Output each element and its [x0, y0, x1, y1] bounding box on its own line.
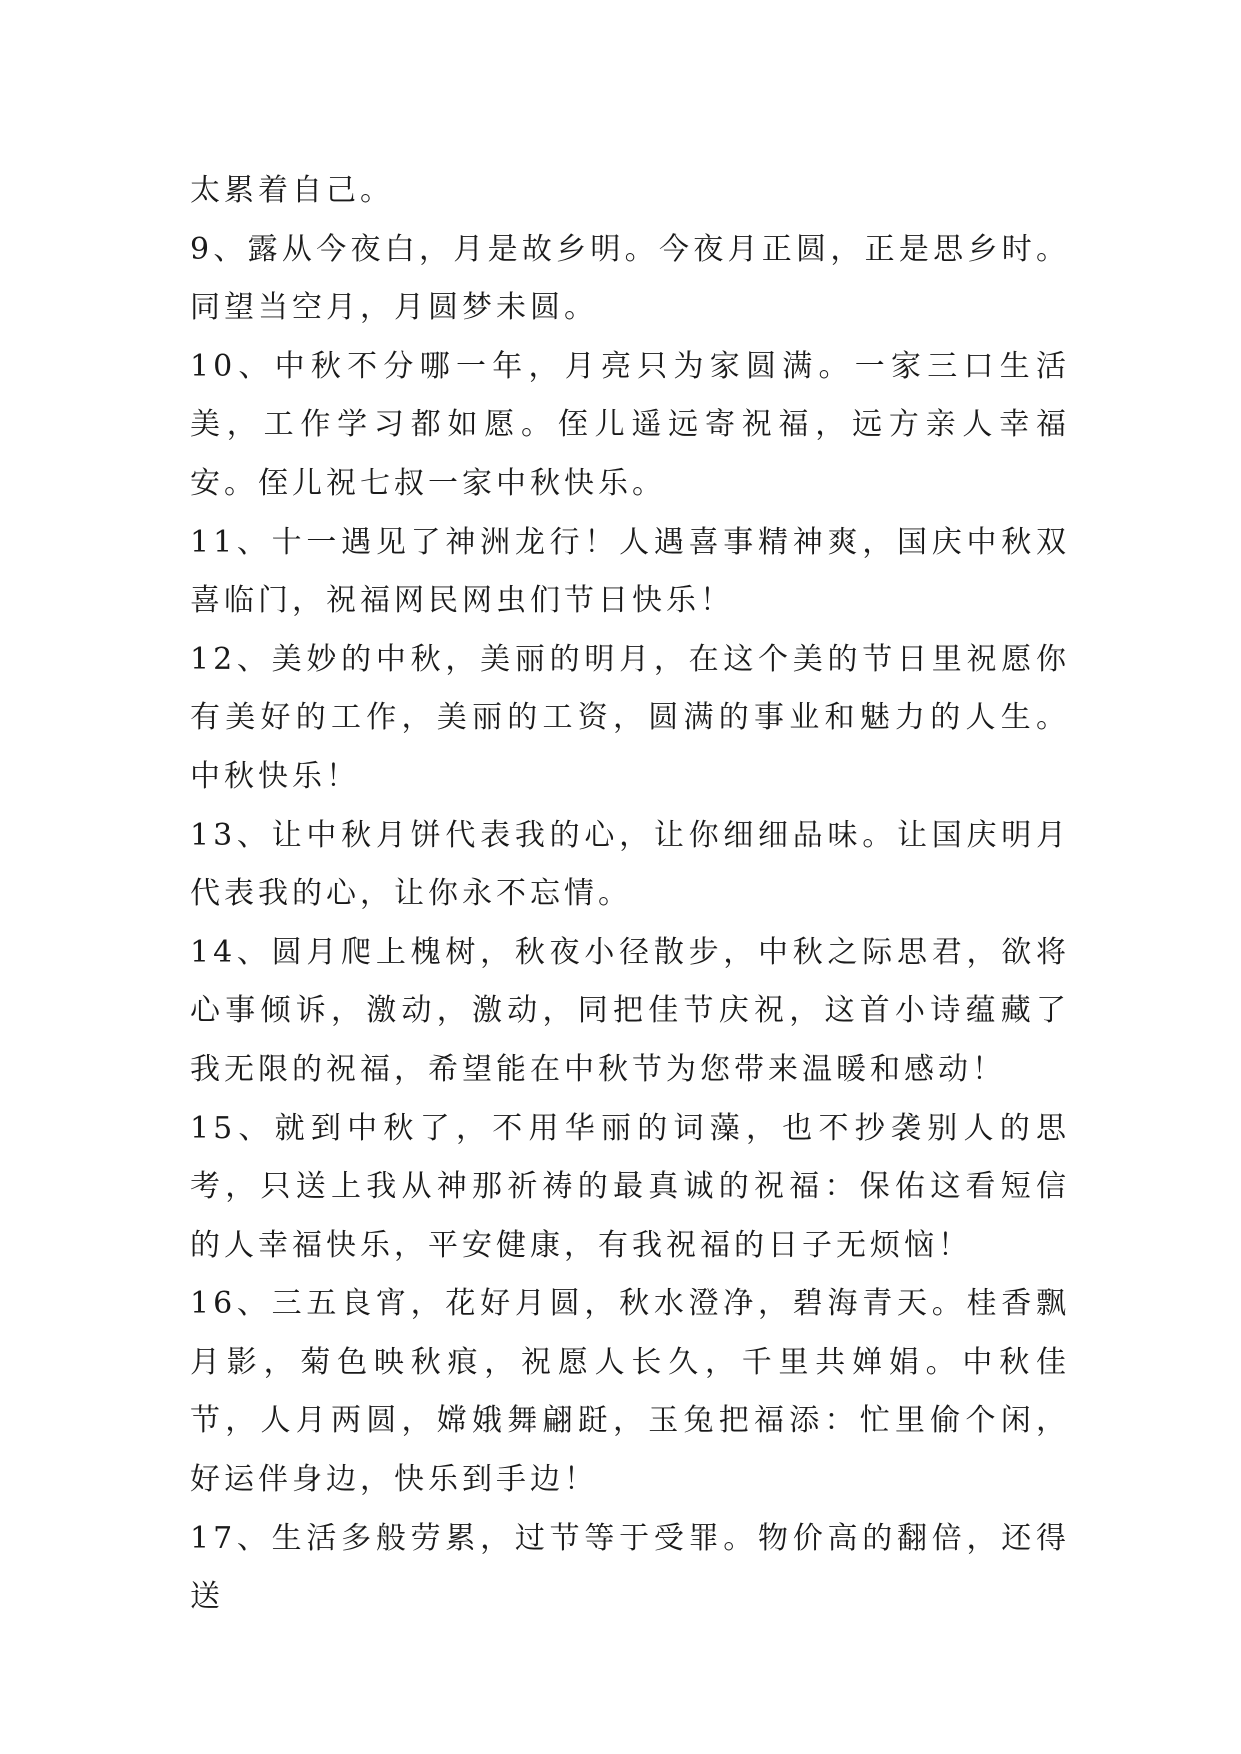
paragraph-17: 17、生活多般劳累，过节等于受罪。物价高的翻倍，还得送 [190, 1520, 1070, 1615]
paragraph-13: 13、让中秋月饼代表我的心，让你细细品味。让国庆明月代表我的心，让你永不忘情。 [190, 817, 1070, 912]
paragraph-14: 14、圆月爬上槐树，秋夜小径散步，中秋之际思君，欲将心事倾诉，激动，激动，同把佳节庆祝，这首小诗蕴藏了我无限的祝福，希望能在中秋节为您带来温暖和感动！ [190, 934, 1070, 1087]
paragraph-10: 10、中秋不分哪一年，月亮只为家圆满。一家三口生活美，工作学习都如愿。侄儿遥远寄祝福，远方亲人幸福安。侄儿祝七叔一家中秋快乐。 [190, 348, 1070, 501]
paragraph-9: 9、露从今夜白，月是故乡明。今夜月正圆，正是思乡时。同望当空月，月圆梦未圆。 [190, 231, 1070, 326]
paragraph-16: 16、三五良宵，花好月圆，秋水澄净，碧海青天。桂香飘月影，菊色映秋痕，祝愿人长久，千里共婵娟。中秋佳节，人月两圆，嫦娥舞翩跹，玉兔把福添：忙里偷个闲，好运伴身边，快乐到手边！ [190, 1286, 1070, 1498]
paragraph-11: 11、十一遇见了神洲龙行！人遇喜事精神爽，国庆中秋双喜临门，祝福网民网虫们节日快乐！ [190, 524, 1070, 619]
paragraph-12: 12、美妙的中秋，美丽的明月，在这个美的节日里祝愿你有美好的工作，美丽的工资，圆满的事业和魅力的人生。中秋快乐！ [190, 641, 1070, 794]
paragraph-15: 15、就到中秋了，不用华丽的词藻，也不抄袭别人的思考，只送上我从神那祈祷的最真诚的祝福：保佑这看短信的人幸福快乐，平安健康，有我祝福的日子无烦恼！ [190, 1110, 1070, 1263]
document-body [190, 162, 1070, 1627]
paragraph-continued: 太累着自己。 [190, 173, 394, 208]
